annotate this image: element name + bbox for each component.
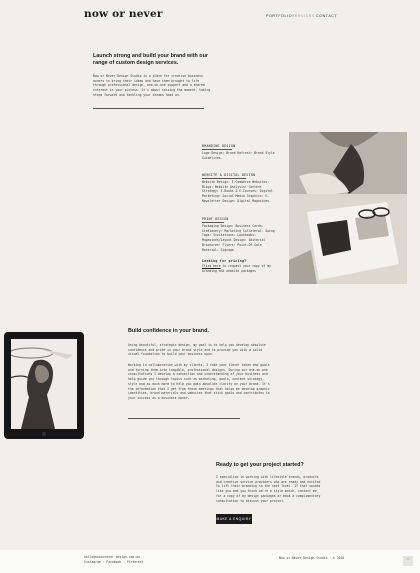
pricing-link[interactable]: Click here (202, 264, 221, 268)
service-web-title: WEBSITE & DIGITAL DESIGN (202, 173, 256, 177)
service-branding-underline (202, 149, 232, 150)
service-branding-text: Logo Design: Brand Refresh: Brand Style Guidelines. (202, 151, 275, 160)
confidence-text-1: Using beautiful, strategic design, my goal is to help you develop absolute confidence and pride in your brand style and to provide you with a solid visual foundation to build your business upon. (128, 343, 266, 357)
service-web-text: Website Design: E-Commerce Websites: Blogs: Website Analysis: Content Strategy: E-Books & E-Courses: Digital Marketing: Social Media Graphics: E-Newsletter Design: Digital Magazines. (202, 180, 273, 203)
cta-text: I specialise in working with lifestyle brands, products and creative service providers who are ready and excited to lift their branding to the next level. If that sounds like you and you think we're a style match, contact me for a copy of my design packages or book a complimentary consultation to discuss your project. (216, 475, 321, 503)
photo-graphic (289, 132, 407, 284)
nav-portfolio[interactable]: PORTFOLIO (266, 14, 293, 18)
tablet-screen (11, 339, 77, 429)
service-web-underline (202, 178, 246, 179)
service-print-title: PRINT DESIGN (202, 217, 229, 221)
footer-copyright: Now or Never Design Studio · © 2018 (279, 556, 345, 560)
back-to-top-button[interactable] (403, 556, 413, 566)
footer (0, 550, 420, 573)
nav-contact[interactable]: CONTACT (316, 14, 338, 18)
footer-email[interactable]: hello@nowornever design.com.au (84, 555, 140, 559)
intro-heading: Launch strong and build your brand with our range of custom design services. (93, 53, 208, 67)
make-enquiry-button[interactable]: MAKE A ENQUIRY (216, 514, 252, 524)
footer-social-links[interactable]: Instagram · Facebook · Pinterest (84, 560, 144, 564)
tablet-home-button (42, 432, 46, 436)
pricing-title: Looking for pricing? (202, 259, 247, 263)
intro-text: Now or Never Design Studio is a place for creative business owners to bring their ideas and have them brought to life through professional design, one-on-one support and a shared interest in your success. It's about seizing the moment, taking steps forward and tackling your dreams head on. (93, 74, 211, 97)
divider-2 (128, 418, 240, 419)
nav-services[interactable]: SERVICES (292, 14, 315, 18)
tablet-screen-graphic (11, 339, 77, 429)
confidence-heading: Build confidence in your brand. (128, 328, 209, 334)
tablet-mockup (4, 332, 84, 439)
cta-heading: Ready to get your project started? (216, 462, 304, 468)
divider (93, 108, 204, 109)
service-print-underline (202, 222, 224, 223)
confidence-text-2: Working in collaboration with my clients, I take your clever ideas and goals and turning them into tangible, professional designs. During our one-on-one consultations I develop a connection and understanding of your business and help guide you through topics such as marketing, goals, content strategy, style and so much more to help you gain absolute clarity on your brand. It's the information that I get from these meetings that helps me develop graphic identities, brand materials and websites that stick goals and contributes to your success as a business owner. (128, 363, 270, 400)
service-branding-title: BRANDING DESIGN (202, 144, 236, 148)
chevron-up-icon: ^ (405, 558, 411, 564)
site-logo[interactable]: now or never (84, 8, 163, 20)
service-print-text: Packaging Design: Business Cards: Stationery: Marketing Collateral: Swing Tags: Invitations: Lookbooks: Magazines/Layout Design: Editorial Brochures: Flyers: Point-Of-Sale Material: Signage. (202, 224, 275, 252)
services-photo (289, 132, 407, 284)
pricing-text (202, 264, 284, 273)
pricing-text-body: to request your copy of my branding and website packages (202, 264, 271, 273)
